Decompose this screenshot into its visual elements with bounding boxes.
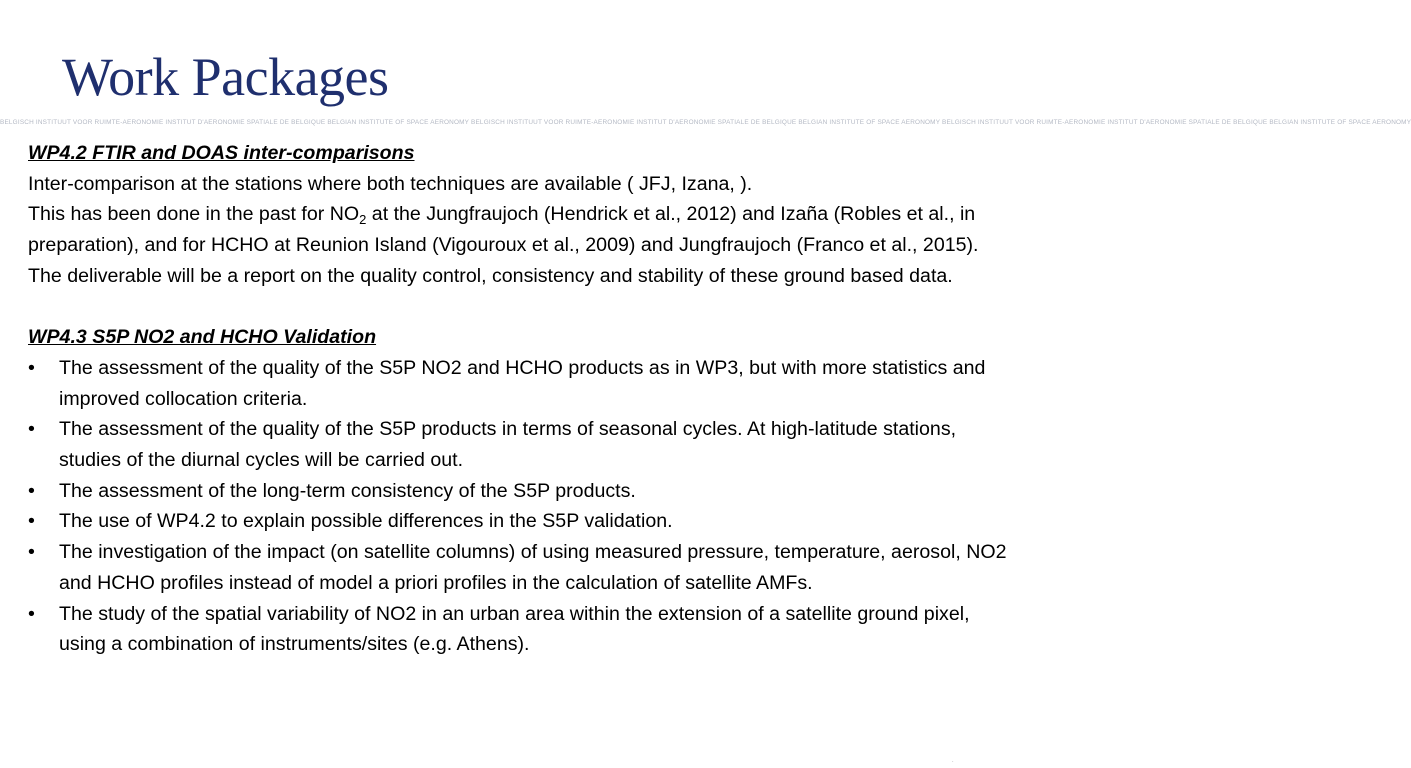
list-item (28, 506, 1018, 537)
list-item (28, 414, 1018, 475)
wp43-heading: WP4.3 S5P NO2 and HCHO Validation (28, 326, 377, 349)
list-item-text: The assessment of the quality of the S5P NO2 and HCHO products as in WP3, but with more statistics and improved collocation criteria. (59, 356, 986, 410)
wp42-deliverable-text: The deliverable will be a report on the quality control, consistency and stability of these ground based data. (28, 264, 953, 287)
list-item-text: The assessment of the quality of the S5P products in terms of seasonal cycles. At high-latitude stations, studies of the diurnal cycles will be carried out. (59, 418, 957, 472)
bullet-icon: • (28, 479, 35, 502)
wp42-heading: WP4.2 FTIR and DOAS inter-comparisons (28, 142, 415, 164)
list-item (28, 476, 1018, 507)
page-mark: · (951, 757, 954, 766)
section-spacer (28, 292, 1018, 323)
wp42-history-after: at the Jungfraujoch (Hendrick et al., 2012) and Izaña (Robles et al., in preparation), and for HCHO at Reunion Island (Vigouroux et al., 2009) and Jungfraujoch (Franco et al., 2015). (28, 203, 979, 257)
list-item (28, 599, 1018, 660)
list-item-text: The assessment of the long-term consistency of the S5P products. (59, 479, 636, 502)
slide-title: Work Packages (62, 47, 389, 107)
list-item-text: The study of the spatial variability of NO2 in an urban area within the extension of a satellite ground pixel, using a combination of instruments/sites (e.g. Athens). (59, 602, 970, 656)
bullet-icon: • (28, 510, 35, 533)
bullet-icon: • (28, 356, 35, 379)
wp42-history-before: This has been done in the past for NO (28, 203, 360, 226)
no2-subscript: 2 (359, 212, 367, 228)
list-item (28, 537, 1018, 598)
wp42-history-text (28, 199, 1018, 260)
bullet-icon: • (28, 418, 35, 441)
bullet-icon: • (28, 602, 35, 625)
institute-banner: BELGISCH INSTITUUT VOOR RUIMTE-AERONOMIE INSTITUT D'AERONOMIE SPATIALE DE BELGIQUE BELGIAN INSTITUTE OF SPACE AERONOMY BELGISCH INSTITUUT VOOR RUIMTE-AERONOMIE INSTITUT D'AERONOMIE SPATIALE DE BELGIQUE BELGIAN INSTITUTE OF SPACE AERONOMY BELGISCH INSTITUUT VOOR RUIMTE-AERONOMIE INSTITUT D'AERONOMIE SPATIALE DE BELGIQUE BELGIAN INSTITUTE OF SPACE AERONOMY (0, 119, 1411, 126)
slide-content (28, 138, 1018, 660)
wp43-bullet-list (28, 353, 1018, 660)
bullet-icon: • (28, 541, 35, 564)
list-item (28, 353, 1018, 414)
list-item-text: The use of WP4.2 to explain possible differences in the S5P validation. (59, 510, 673, 533)
wp42-intercomparison-text: Inter-comparison at the stations where both techniques are available ( JFJ, Izana, ). (28, 172, 753, 195)
list-item-text: The investigation of the impact (on satellite columns) of using measured pressure, temperature, aerosol, NO2 and HCHO profiles instead of model a priori profiles in the calculation of satellite AMFs. (59, 541, 1007, 594)
